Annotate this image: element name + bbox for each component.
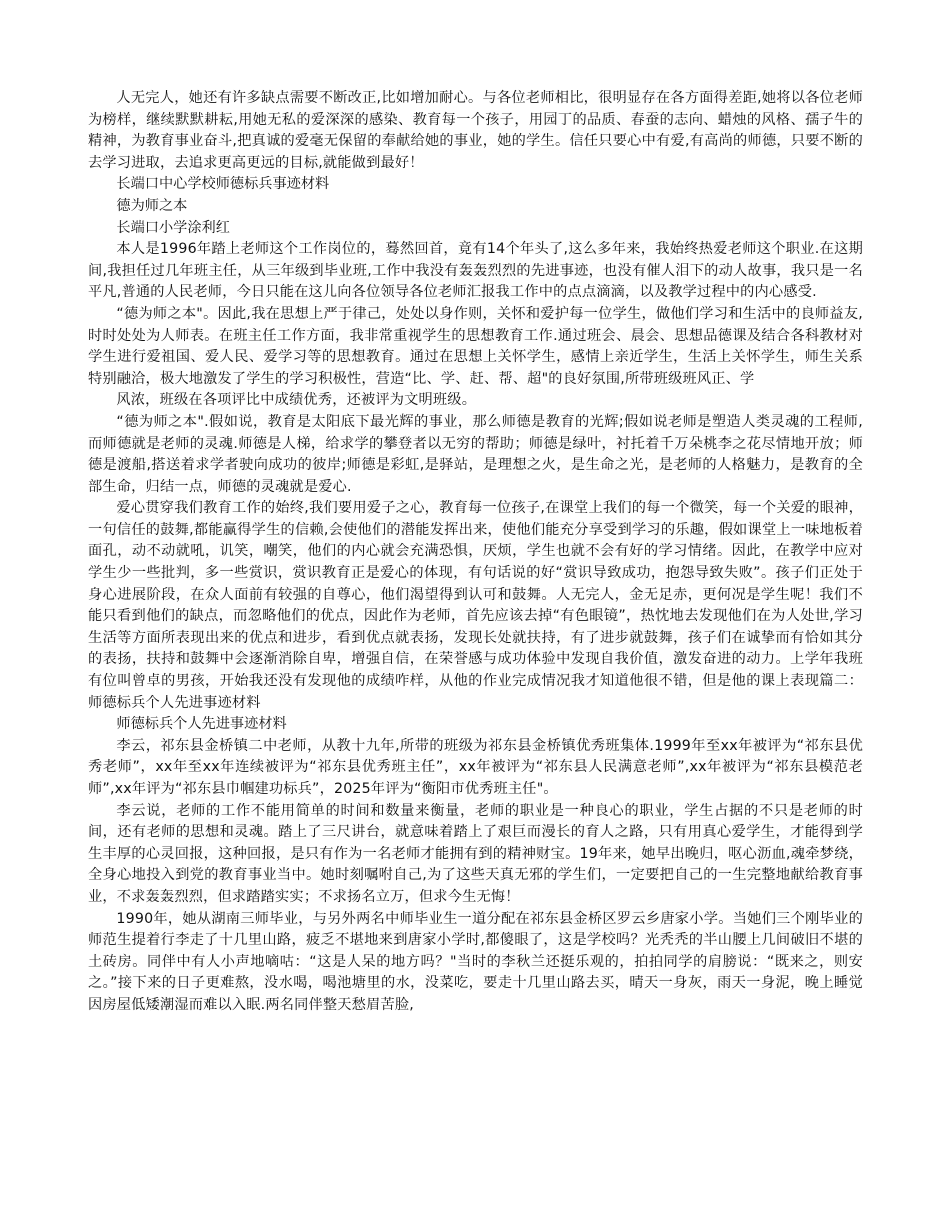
paragraph-li-yun-awards: 李云，祁东县金桥镇二中老师，从教十九年,所带的班级为祁东县金桥镇优秀班集体.1999年至xx年被评为“祁东县优秀老师”，xx年至xx年连续被评为“祁东县优秀班主任”，xx年被评为“祁东县人民满意老师”,xx年被评为“祁东县模范老师”,xx年评为“祁东县巾帼建功标兵”，2025年评为“衡阳市优秀班主任"。 — [88, 737, 863, 797]
author-line: 长端口小学涂利红 — [116, 219, 230, 236]
paragraph-ethics-root: “德为师之本"。因此,我在思想上严于律己，处处以身作则，关怀和爱护每一位学生，做他们学习和生活中的良师益友,时时处处为人师表。在班主任工作方面，我非常重视学生的思想教育工作.通过班会、晨会、思想品德课及结合各科教材对学生进行爱祖国、爱人民、爱学习等的思想教育。通过在思想上关怀学生，感情上亲近学生，生活上关怀学生，师生关系特别融洽，极大地激发了学生的学习积极性，营造“比、学、赶、帮、超"的良好氛围,所带班级班风正、学 — [88, 305, 863, 387]
section-title-school: 长端口中心学校师德标兵事迹材料 — [116, 176, 330, 193]
paragraph-love-teaching: 爱心贯穿我们教育工作的始终,我们要用爱子之心，教育每一位孩子,在课堂上我们的每一个微笑，每一个关爱的眼神，一句信任的鼓舞,都能赢得学生的信赖,会使他们的潜能发挥出来，使他们能充分享受到学习的乐趣，假如课堂上一味地板着面孔，动不动就吼，讥笑，嘲笑，他们的内心就会充满恐惧，厌烦，学生也就不会有好的学习情绪。因此，在教学中应对学生少一些批判，多一些赏识，赏识教育正是爱心的体现，有句话说的好“赏识导致成功，抱怨导致失败”。孩子们正处于身心进展阶段，在众人面前有较强的自尊心，他们渴望得到认可和鼓舞。人无完人，金无足赤，更何况是学生呢！我们不能只看到他们的缺点，而忽略他们的优点，因此作为老师，首先应该去掉“有色眼镜”，热忱地去发现他们在为人处世,学习生活等方面所表现出来的优点和进步，看到优点就表扬，发现长处就扶持，有了进步就鼓舞，孩子们在诚挚而有恰如其分的表扬，扶持和鼓舞中会逐渐消除自卑，增强自信，在荣誉感与成功体验中发现自我价值，激发奋进的动力。上学年我班有位叫曾卓的男孩，开始我还没有发现他的成绩咋样，从他的作业完成情况我才知道他很不错，但是他的课上表现篇二：师德标兵个人先进事迹材料 — [88, 500, 863, 711]
paragraph-self-intro: 本人是1996年踏上老师这个工作岗位的，蓦然回首，竟有14个年头了,这么多年来，我始终热爱老师这个职业.在这期间,我担任过几年班主任，从三年级到毕业班,工作中我没有轰轰烈烈的先进事迹，也没有催人泪下的动人故事，我只是一名平凡,普通的人民老师，今日只能在这儿向各位领导各位老师汇报我工作中的点点滴滴，以及教学过程中的内心感受. — [88, 241, 863, 301]
paragraph-li-yun-1990: 1990年，她从湖南三师毕业，与另外两名中师毕业生一道分配在祁东县金桥区罗云乡唐家小学。当她们三个刚毕业的师范生提着行李走了十几里山路，疲乏不堪地来到唐家小学时,都傻眼了，这是学校吗？光秃秃的半山腰上几间破旧不堪的土砖房。同伴中有人小声地嘀咕：“这是人呆的地方吗？"当时的李秋兰还挺乐观的，拍拍同学的肩膀说：“既来之，则安之。”接下来的日子更难熬，没水喝，喝池塘里的水，没菜吃，要走十几里山路去买，晴天一身灰，雨天一身泥，晚上睡觉因房屋低矮潮湿而难以入眠.两名同伴整天愁眉苦脸, — [88, 910, 863, 1013]
section-title-individual: 师德标兵个人先进事迹材料 — [116, 716, 287, 733]
paragraph-li-yun-philosophy: 李云说，老师的工作不能用简单的时间和数量来衡量，老师的职业是一种良心的职业，学生占据的不只是老师的时间，还有老师的思想和灵魂。踏上了三尺讲台，就意味着踏上了艰巨而漫长的育人之路，只有用真心爱学生，才能得到学生丰厚的心灵回报，这种回报，是只有作为一名老师才能拥有到的精神财宝。19年来，她早出晚归，呕心沥血,魂牵梦绕，全身心地投入到党的教育事业当中。她时刻嘱咐自己,为了这些天真无邪的学生们，一定要把自己的一生完整地献给教育事业，不求轰轰烈烈，但求踏踏实实；不求扬名立万，但求今生无悔！ — [88, 802, 863, 905]
paragraph-intro-conclusion: 人无完人，她还有许多缺点需要不断改正,比如增加耐心。与各位老师相比，很明显存在各方面得差距,她将以各位老师为榜样，继续默默耕耘,用她无私的爱深深的感染、教育每一个孩子，用园丁的品质、春蚕的志向、蜡烛的风格、孺子牛的精神，为教育事业奋斗,把真诚的爱毫无保留的奉献给她的事业，她的学生。信任只要心中有爱,有高尚的师德，只要不断的去学习进取，去追求更高更远的目标,就能做到最好！ — [88, 90, 863, 171]
paragraph-class-honor: 风浓，班级在各项评比中成绩优秀，还被评为文明班级。 — [116, 392, 477, 409]
document-page — [88, 88, 863, 1017]
section-subtitle: 德为师之本 — [116, 197, 188, 214]
paragraph-ethics-metaphors: “德为师之本".假如说，教育是太阳底下最光辉的事业，那么师德是教育的光辉;假如说老师是塑造人类灵魂的工程师,而师德就是老师的灵魂.师德是人梯，给求学的攀登者以无穷的帮助；师德是绿叶，衬托着千万朵桃李之花尽情地开放；师德是渡船,搭送着求学者驶向成功的彼岸;师德是彩虹,是驿站，是理想之火，是生命之光，是老师的人格魅力，是教育的全部生命，归结一点，师德的灵魂就是爱心. — [88, 413, 863, 495]
